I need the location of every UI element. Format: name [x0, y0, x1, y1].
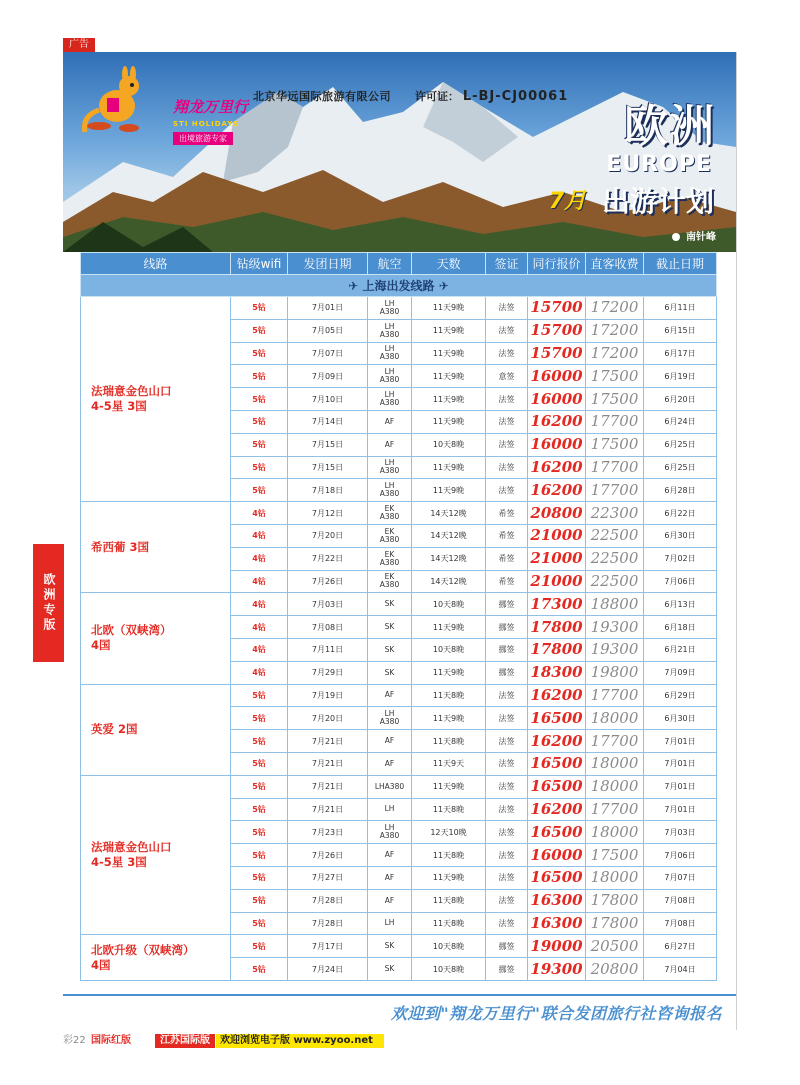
cell-date: 7月24日 [288, 958, 368, 981]
schedule-table [80, 252, 717, 981]
cell-retail-price: 17700 [586, 410, 644, 433]
cell-airline: AF [368, 866, 412, 889]
cell-date: 7月23日 [288, 821, 368, 844]
table-row [81, 297, 717, 320]
cell-date: 7月11日 [288, 638, 368, 661]
schedule-table-wrapper [80, 252, 716, 981]
cell-days: 10天8晚 [412, 593, 486, 616]
cell-days: 11天9晚 [412, 616, 486, 639]
cell-date: 7月20日 [288, 707, 368, 730]
cell-airline: LH A380 [368, 456, 412, 479]
cell-date: 7月17日 [288, 935, 368, 958]
cell-retail-price: 17500 [586, 388, 644, 411]
cell-retail-price: 22300 [586, 502, 644, 525]
cell-days: 14天12晚 [412, 547, 486, 570]
cell-trade-price: 16500 [528, 775, 586, 798]
cell-date: 7月01日 [288, 297, 368, 320]
cell-visa: 法签 [486, 388, 528, 411]
banner [63, 52, 736, 252]
cell-trade-price: 17800 [528, 638, 586, 661]
cell-deadline: 6月25日 [644, 456, 717, 479]
cell-visa: 法签 [486, 342, 528, 365]
cell-date: 7月07日 [288, 342, 368, 365]
cell-grade: 5钻 [231, 707, 288, 730]
cell-retail-price: 18000 [586, 707, 644, 730]
cell-visa: 法签 [486, 684, 528, 707]
cell-visa: 希签 [486, 524, 528, 547]
cell-date: 7月03日 [288, 593, 368, 616]
cell-airline: AF [368, 684, 412, 707]
cell-visa: 法签 [486, 730, 528, 753]
cell-days: 11天8晚 [412, 912, 486, 935]
cell-trade-price: 16300 [528, 912, 586, 935]
cell-grade: 5钻 [231, 775, 288, 798]
cell-visa: 法签 [486, 410, 528, 433]
cell-days: 11天9晚 [412, 297, 486, 320]
cell-retail-price: 17800 [586, 889, 644, 912]
cell-days: 10天8晚 [412, 638, 486, 661]
cell-trade-price: 16200 [528, 798, 586, 821]
cell-date: 7月21日 [288, 798, 368, 821]
cell-trade-price: 16200 [528, 684, 586, 707]
dot-icon [672, 233, 680, 241]
plane-icon: ✈ [348, 279, 359, 293]
cell-airline: LH A380 [368, 821, 412, 844]
cell-trade-price: 16000 [528, 433, 586, 456]
cell-grade: 5钻 [231, 866, 288, 889]
cell-deadline: 7月06日 [644, 570, 717, 593]
cell-days: 11天8晚 [412, 844, 486, 867]
cell-deadline: 7月06日 [644, 844, 717, 867]
cell-retail-price: 17700 [586, 456, 644, 479]
cell-visa: 法签 [486, 912, 528, 935]
cell-trade-price: 18300 [528, 661, 586, 684]
cell-visa: 法签 [486, 433, 528, 456]
cell-airline: EK A380 [368, 547, 412, 570]
cell-grade: 4钻 [231, 638, 288, 661]
route-name: 北欧升级（双峡湾） 4国 [81, 935, 231, 981]
cell-trade-price: 16200 [528, 479, 586, 502]
cell-visa: 法签 [486, 775, 528, 798]
cell-trade-price: 17800 [528, 616, 586, 639]
cell-retail-price: 17500 [586, 433, 644, 456]
cell-date: 7月29日 [288, 661, 368, 684]
cell-airline: AF [368, 730, 412, 753]
cell-deadline: 7月01日 [644, 752, 717, 775]
cell-visa: 挪签 [486, 958, 528, 981]
cell-grade: 5钻 [231, 319, 288, 342]
cell-trade-price: 21000 [528, 547, 586, 570]
route-name: 法瑞意金色山口 4-5星 3国 [81, 775, 231, 935]
cell-grade: 5钻 [231, 297, 288, 320]
cell-date: 7月12日 [288, 502, 368, 525]
license [415, 88, 568, 104]
cell-visa: 希签 [486, 570, 528, 593]
cell-deadline: 6月24日 [644, 410, 717, 433]
footer-divider [63, 994, 736, 996]
cell-visa: 挪签 [486, 593, 528, 616]
cell-trade-price: 21000 [528, 570, 586, 593]
cell-days: 11天9晚 [412, 388, 486, 411]
cell-airline: LH A380 [368, 365, 412, 388]
cell-date: 7月10日 [288, 388, 368, 411]
section-row [81, 275, 717, 297]
cell-retail-price: 18000 [586, 866, 644, 889]
cell-days: 11天8晚 [412, 730, 486, 753]
cell-deadline: 6月28日 [644, 479, 717, 502]
cell-airline: LH A380 [368, 707, 412, 730]
cell-days: 11天9晚 [412, 319, 486, 342]
cell-date: 7月28日 [288, 912, 368, 935]
cell-grade: 4钻 [231, 616, 288, 639]
cell-date: 7月28日 [288, 889, 368, 912]
cell-airline: LH A380 [368, 342, 412, 365]
cell-retail-price: 18800 [586, 593, 644, 616]
cell-retail-price: 22500 [586, 524, 644, 547]
header-days: 天数 [412, 253, 486, 275]
cell-airline: SK [368, 593, 412, 616]
cell-visa: 挪签 [486, 616, 528, 639]
cell-visa: 法签 [486, 456, 528, 479]
cell-deadline: 6月20日 [644, 388, 717, 411]
cell-grade: 5钻 [231, 456, 288, 479]
company-name: 北京华远国际旅游有限公司 [253, 90, 391, 103]
cell-grade: 4钻 [231, 524, 288, 547]
cell-grade: 5钻 [231, 479, 288, 502]
cell-airline: SK [368, 638, 412, 661]
cell-grade: 5钻 [231, 730, 288, 753]
cell-deadline: 6月19日 [644, 365, 717, 388]
cell-grade: 5钻 [231, 844, 288, 867]
title-month: 7月 [548, 189, 586, 214]
cell-airline: SK [368, 958, 412, 981]
cell-date: 7月21日 [288, 752, 368, 775]
cell-airline: LH [368, 912, 412, 935]
cell-retail-price: 22500 [586, 570, 644, 593]
license-label: 许可证： [415, 90, 459, 103]
header-trade-price: 同行报价 [528, 253, 586, 275]
table-row [81, 502, 717, 525]
cell-airline: LH A380 [368, 388, 412, 411]
cell-trade-price: 16500 [528, 752, 586, 775]
cell-grade: 5钻 [231, 365, 288, 388]
cell-grade: 4钻 [231, 593, 288, 616]
section-title [81, 275, 717, 297]
cell-retail-price: 17500 [586, 844, 644, 867]
cell-trade-price: 15700 [528, 342, 586, 365]
cell-date: 7月15日 [288, 456, 368, 479]
cell-trade-price: 16200 [528, 730, 586, 753]
cell-visa: 挪签 [486, 638, 528, 661]
cell-trade-price: 16200 [528, 456, 586, 479]
plane-icon: ✈ [438, 279, 449, 293]
cell-deadline: 6月29日 [644, 684, 717, 707]
license-number: L-BJ-CJ00061 [462, 89, 569, 104]
cell-deadline: 7月08日 [644, 912, 717, 935]
cell-deadline: 6月15日 [644, 319, 717, 342]
logo-text: 翔龙万里行 [173, 98, 249, 116]
cell-trade-price: 16000 [528, 844, 586, 867]
cell-days: 11天9晚 [412, 866, 486, 889]
table-row [81, 775, 717, 798]
cell-date: 7月14日 [288, 410, 368, 433]
cell-deadline: 7月03日 [644, 821, 717, 844]
cell-airline: SK [368, 616, 412, 639]
cell-grade: 4钻 [231, 570, 288, 593]
cell-deadline: 6月30日 [644, 707, 717, 730]
table-row [81, 593, 717, 616]
cell-trade-price: 19000 [528, 935, 586, 958]
cell-grade: 5钻 [231, 342, 288, 365]
cell-visa: 挪签 [486, 935, 528, 958]
cell-days: 11天8晚 [412, 684, 486, 707]
header-grade: 钻级wifi [231, 253, 288, 275]
cell-trade-price: 16200 [528, 410, 586, 433]
header-visa: 签证 [486, 253, 528, 275]
cell-days: 14天12晚 [412, 570, 486, 593]
cell-airline: SK [368, 935, 412, 958]
cell-airline: EK A380 [368, 524, 412, 547]
cell-date: 7月08日 [288, 616, 368, 639]
cell-date: 7月20日 [288, 524, 368, 547]
title-europe-cn: 欧洲 [624, 101, 716, 152]
cell-airline: LH A380 [368, 479, 412, 502]
cell-deadline: 7月01日 [644, 775, 717, 798]
cell-airline: EK A380 [368, 502, 412, 525]
cell-visa: 希签 [486, 547, 528, 570]
cell-days: 10天8晚 [412, 958, 486, 981]
cell-retail-price: 18000 [586, 821, 644, 844]
cell-trade-price: 16500 [528, 707, 586, 730]
kangaroo-mascot-icon [77, 66, 167, 136]
side-tab-europe-edition: 欧洲专版 [33, 544, 64, 662]
cell-grade: 4钻 [231, 661, 288, 684]
table-header-row [81, 253, 717, 275]
cell-visa: 法签 [486, 297, 528, 320]
cell-days: 10天8晚 [412, 935, 486, 958]
brand-label: 江苏国际版 [155, 1034, 215, 1048]
cell-date: 7月19日 [288, 684, 368, 707]
cell-days: 11天9天 [412, 752, 486, 775]
cell-trade-price: 20800 [528, 502, 586, 525]
cell-retail-price: 19300 [586, 616, 644, 639]
header-deadline: 截止日期 [644, 253, 717, 275]
cell-trade-price: 17300 [528, 593, 586, 616]
cell-retail-price: 17700 [586, 684, 644, 707]
cell-retail-price: 19800 [586, 661, 644, 684]
cell-days: 11天8晚 [412, 798, 486, 821]
cell-retail-price: 17200 [586, 297, 644, 320]
cell-date: 7月21日 [288, 775, 368, 798]
route-name: 法瑞意金色山口 4-5星 3国 [81, 297, 231, 502]
cell-date: 7月26日 [288, 570, 368, 593]
cell-grade: 5钻 [231, 752, 288, 775]
cell-trade-price: 16500 [528, 866, 586, 889]
cell-retail-price: 20800 [586, 958, 644, 981]
header-airline: 航空 [368, 253, 412, 275]
route-name: 北欧（双峡湾） 4国 [81, 593, 231, 684]
cell-trade-price: 15700 [528, 319, 586, 342]
cell-date: 7月26日 [288, 844, 368, 867]
cell-date: 7月18日 [288, 479, 368, 502]
cell-days: 11天9晚 [412, 365, 486, 388]
cell-visa: 法签 [486, 798, 528, 821]
cell-days: 14天12晚 [412, 524, 486, 547]
edition-label: 国际红版 [91, 1035, 131, 1046]
cell-airline: EK A380 [368, 570, 412, 593]
cell-retail-price: 22500 [586, 547, 644, 570]
welcome-text: 欢迎到"翔龙万里行"联合发团旅行社咨询报名 [390, 1004, 722, 1023]
cell-days: 11天9晚 [412, 775, 486, 798]
cell-days: 11天9晚 [412, 661, 486, 684]
cell-date: 7月27日 [288, 866, 368, 889]
cell-days: 11天8晚 [412, 889, 486, 912]
cell-grade: 4钻 [231, 502, 288, 525]
table-row [81, 684, 717, 707]
page-number: 彩22 [63, 1035, 86, 1046]
cell-trade-price: 19300 [528, 958, 586, 981]
cell-airline: LHA380 [368, 775, 412, 798]
cell-grade: 5钻 [231, 798, 288, 821]
cell-deadline: 7月02日 [644, 547, 717, 570]
footer-banner [63, 993, 736, 1030]
peak-name: 南针峰 [686, 232, 716, 243]
route-name: 英爱 2国 [81, 684, 231, 775]
cell-grade: 5钻 [231, 935, 288, 958]
cell-deadline: 6月13日 [644, 593, 717, 616]
cell-retail-price: 17800 [586, 912, 644, 935]
cell-grade: 4钻 [231, 547, 288, 570]
cell-grade: 5钻 [231, 821, 288, 844]
cell-visa: 法签 [486, 844, 528, 867]
cell-airline: AF [368, 752, 412, 775]
cell-deadline: 6月18日 [644, 616, 717, 639]
cell-deadline: 6月11日 [644, 297, 717, 320]
cell-days: 11天9晚 [412, 410, 486, 433]
header-retail-price: 直客收费 [586, 253, 644, 275]
cell-grade: 5钻 [231, 410, 288, 433]
header-route: 线路 [81, 253, 231, 275]
cell-airline: LH [368, 798, 412, 821]
cell-visa: 挪签 [486, 661, 528, 684]
cell-airline: AF [368, 889, 412, 912]
cell-date: 7月15日 [288, 433, 368, 456]
cell-visa: 法签 [486, 707, 528, 730]
cell-trade-price: 16000 [528, 388, 586, 411]
title-travel-plan: 出游计划 [601, 185, 714, 218]
cell-deadline: 6月25日 [644, 433, 717, 456]
cell-retail-price: 18000 [586, 775, 644, 798]
cell-trade-price: 21000 [528, 524, 586, 547]
title-europe-en: EUROPE [606, 152, 712, 177]
cell-deadline: 7月09日 [644, 661, 717, 684]
cell-days: 11天9晚 [412, 479, 486, 502]
cell-retail-price: 17200 [586, 342, 644, 365]
cell-retail-price: 17700 [586, 798, 644, 821]
cell-visa: 意签 [486, 365, 528, 388]
cell-date: 7月09日 [288, 365, 368, 388]
cell-deadline: 6月30日 [644, 524, 717, 547]
ebook-link[interactable]: 欢迎浏览电子版 www.zyoo.net [216, 1034, 384, 1048]
cell-date: 7月22日 [288, 547, 368, 570]
cell-deadline: 6月21日 [644, 638, 717, 661]
cell-grade: 5钻 [231, 684, 288, 707]
logo-subtitle: STI HOLIDAYS [173, 120, 240, 128]
cell-visa: 法签 [486, 319, 528, 342]
cell-airline: SK [368, 661, 412, 684]
cell-grade: 5钻 [231, 889, 288, 912]
cell-deadline: 7月04日 [644, 958, 717, 981]
brand-logo [77, 66, 257, 143]
cell-date: 7月05日 [288, 319, 368, 342]
cell-trade-price: 16300 [528, 889, 586, 912]
table-body [81, 297, 717, 981]
cell-visa: 法签 [486, 752, 528, 775]
cell-airline: LH A380 [368, 319, 412, 342]
cell-visa: 法签 [486, 866, 528, 889]
cell-retail-price: 17700 [586, 479, 644, 502]
logo-badge: 出境旅游专家 [173, 132, 233, 145]
cell-deadline: 7月01日 [644, 798, 717, 821]
cell-deadline: 6月17日 [644, 342, 717, 365]
cell-grade: 5钻 [231, 912, 288, 935]
cell-grade: 5钻 [231, 433, 288, 456]
ad-tag: 广告 [63, 38, 95, 52]
cell-retail-price: 17200 [586, 319, 644, 342]
cell-trade-price: 16500 [528, 821, 586, 844]
cell-days: 10天8晚 [412, 433, 486, 456]
cell-days: 14天12晚 [412, 502, 486, 525]
cell-deadline: 7月01日 [644, 730, 717, 753]
cell-retail-price: 18000 [586, 752, 644, 775]
cell-trade-price: 15700 [528, 297, 586, 320]
cell-airline: AF [368, 844, 412, 867]
cell-trade-price: 16000 [528, 365, 586, 388]
cell-days: 11天9晚 [412, 456, 486, 479]
cell-date: 7月21日 [288, 730, 368, 753]
cell-retail-price: 20500 [586, 935, 644, 958]
cell-deadline: 6月22日 [644, 502, 717, 525]
cell-retail-price: 17500 [586, 365, 644, 388]
cell-deadline: 7月07日 [644, 866, 717, 889]
cell-visa: 法签 [486, 821, 528, 844]
cell-grade: 5钻 [231, 958, 288, 981]
cell-visa: 法签 [486, 479, 528, 502]
peak-caption [672, 228, 716, 243]
cell-visa: 希签 [486, 502, 528, 525]
cell-airline: AF [368, 433, 412, 456]
cell-deadline: 7月08日 [644, 889, 717, 912]
section-label: 上海出发线路 [362, 279, 435, 293]
cell-airline: LH A380 [368, 297, 412, 320]
cell-grade: 5钻 [231, 388, 288, 411]
header-date: 发团日期 [288, 253, 368, 275]
cell-visa: 法签 [486, 889, 528, 912]
route-name: 希西葡 3国 [81, 502, 231, 593]
cell-days: 11天9晚 [412, 707, 486, 730]
cell-retail-price: 17700 [586, 730, 644, 753]
cell-airline: AF [368, 410, 412, 433]
cell-days: 12天10晚 [412, 821, 486, 844]
cell-deadline: 6月27日 [644, 935, 717, 958]
table-row [81, 935, 717, 958]
cell-days: 11天9晚 [412, 342, 486, 365]
cell-retail-price: 19300 [586, 638, 644, 661]
